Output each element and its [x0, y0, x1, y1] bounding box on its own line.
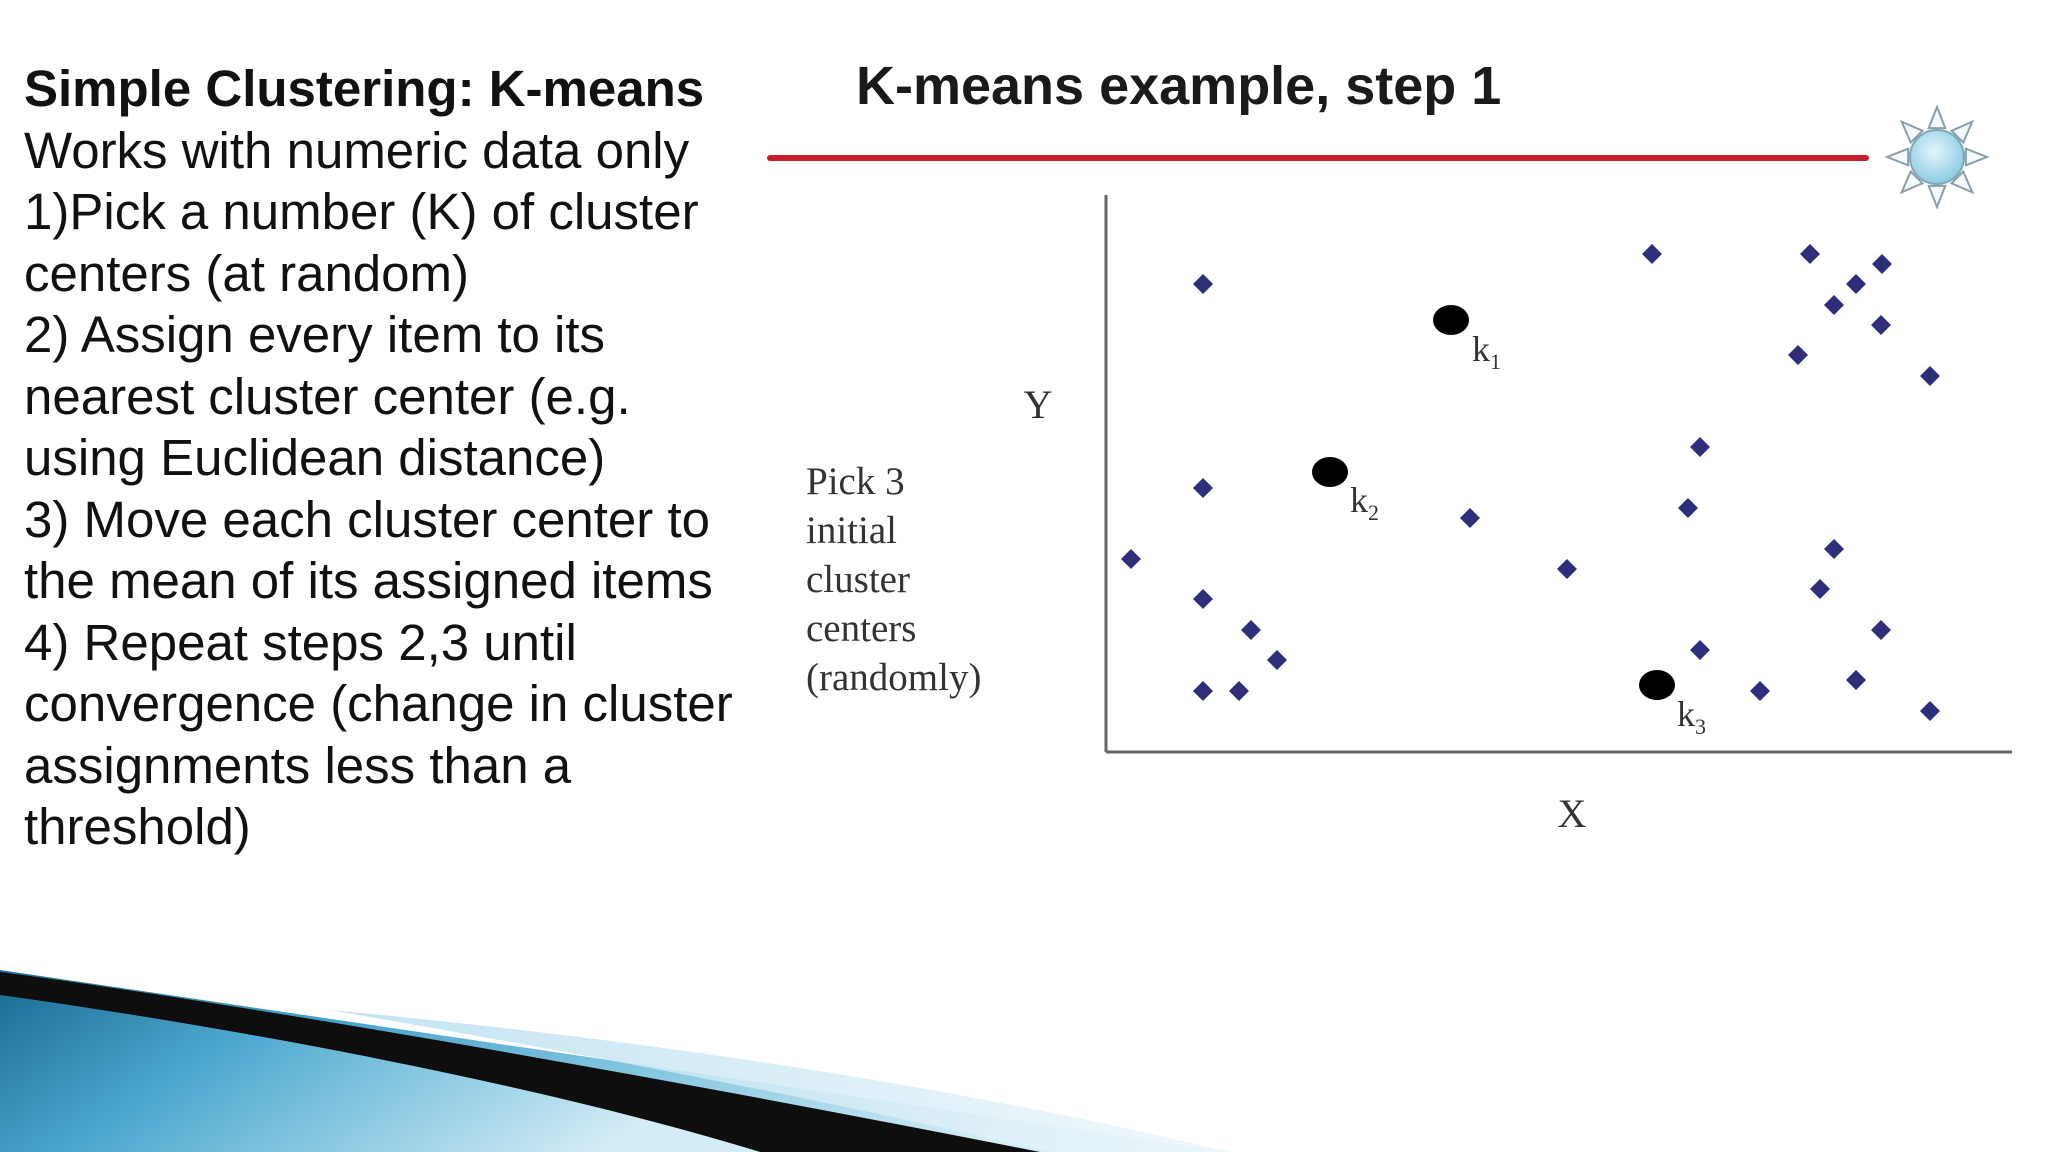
- caption-line: Pick 3: [806, 460, 905, 503]
- text-line: threshold): [24, 798, 251, 855]
- data-point: [1800, 244, 1820, 264]
- figure-caption: [806, 460, 981, 699]
- text-line: Works with numeric data only: [24, 121, 690, 179]
- slide-title: Simple Clustering: K-means: [24, 60, 705, 117]
- caption-line: cluster: [806, 558, 910, 601]
- caption-line: initial: [806, 509, 897, 552]
- text-line: 2) Assign every item to its: [24, 306, 606, 363]
- text-line: 4) Repeat steps 2,3 until: [24, 613, 577, 671]
- text-line: convergence (change in cluster: [24, 675, 733, 732]
- data-point: [1846, 670, 1866, 690]
- data-point: [1920, 701, 1940, 721]
- center-marker: [1312, 457, 1348, 487]
- sun-icon: [1887, 107, 1987, 207]
- data-point: [1750, 681, 1770, 701]
- cluster-center-k1: [1433, 305, 1501, 374]
- sun-ray: [1929, 186, 1946, 207]
- data-point: [1193, 589, 1213, 609]
- text-line: 3) Move each cluster center to: [24, 490, 710, 548]
- data-point: [1267, 650, 1287, 670]
- data-point: [1690, 640, 1710, 660]
- data-point: [1920, 366, 1940, 386]
- data-point: [1193, 274, 1213, 294]
- data-point: [1193, 478, 1213, 498]
- center-marker: [1433, 305, 1469, 335]
- data-point: [1557, 559, 1577, 579]
- center-marker: [1639, 670, 1675, 700]
- x-axis-label: X: [1557, 791, 1587, 836]
- text-line: using Euclidean distance): [24, 429, 606, 486]
- data-point: [1121, 549, 1141, 569]
- y-axis-label: Y: [1023, 382, 1053, 427]
- data-point: [1642, 244, 1662, 264]
- data-point: [1846, 274, 1866, 294]
- center-label: $k_3$: [1677, 694, 1706, 739]
- sun-ray: [1929, 107, 1946, 128]
- caption-line: centers: [806, 607, 917, 650]
- text-line: the mean of its assigned items: [24, 552, 713, 609]
- sun-ray: [1966, 149, 1987, 166]
- data-point: [1788, 345, 1808, 365]
- title-rule: [767, 155, 1869, 161]
- caption-line: (randomly): [806, 656, 982, 699]
- data-point: [1690, 437, 1710, 457]
- center-label: $k_2$: [1350, 480, 1379, 525]
- data-points: [1121, 244, 1940, 721]
- footer-swoosh: [0, 970, 1230, 1152]
- data-point: [1824, 295, 1844, 315]
- data-point: [1460, 508, 1480, 528]
- data-point: [1871, 620, 1891, 640]
- data-point: [1678, 498, 1698, 518]
- sun-ray: [1887, 149, 1908, 166]
- figure-title: K-means example, step 1: [856, 56, 1502, 116]
- data-point: [1241, 620, 1261, 640]
- data-point: [1872, 254, 1892, 274]
- text-line: assignments less than a: [24, 736, 572, 794]
- center-label: $k_1$: [1472, 329, 1501, 374]
- data-point: [1824, 539, 1844, 559]
- text-line: nearest cluster center (e.g.: [24, 367, 631, 425]
- data-point: [1229, 681, 1249, 701]
- text-line: centers (at random): [24, 244, 470, 302]
- data-point: [1871, 315, 1891, 335]
- cluster-center-k3: [1639, 670, 1706, 739]
- data-point: [1810, 579, 1830, 599]
- text-line: 1)Pick a number (K) of cluster: [24, 183, 699, 240]
- cluster-center-k2: [1312, 457, 1379, 525]
- data-point: [1193, 681, 1213, 701]
